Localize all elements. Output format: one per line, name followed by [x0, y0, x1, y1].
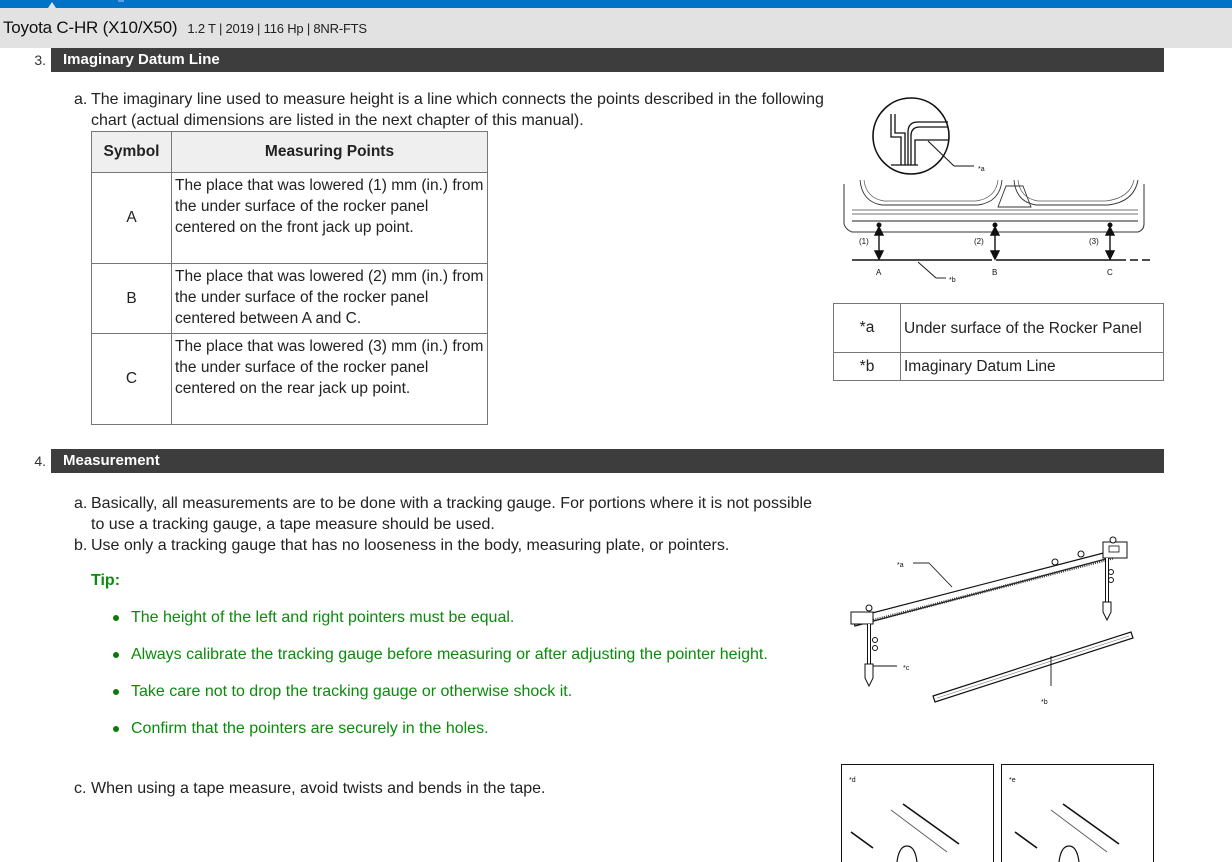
- step-4a: [74, 493, 819, 535]
- section-4-heading: [0, 449, 1164, 473]
- step-text: The imaginary line used to measure height is a line which connects the points described in the following chart (actual dimensions are listed in the next chapter of this manual).: [91, 91, 824, 129]
- callout-a: *a: [897, 562, 904, 569]
- vehicle-specs: 1.2 T | 2019 | 116 Hp | 8NR-FTS: [187, 20, 367, 36]
- legend-row: [834, 353, 1164, 381]
- legend-key: *b: [834, 353, 901, 381]
- callout-e: *e: [1009, 777, 1016, 784]
- table-row: [92, 173, 488, 264]
- height-label-3: (3): [1089, 237, 1099, 246]
- height-label-1: (1): [859, 237, 869, 246]
- tab-marker: [118, 0, 124, 2]
- detail-figure-e: [1001, 764, 1154, 862]
- description-cell: The place that was lowered (1) mm (in.) from the under surface of the rocker panel centered on the front jack up point.: [172, 173, 488, 264]
- section-number: 4.: [34, 453, 46, 469]
- tip-item: [111, 681, 791, 702]
- symbol-cell: A: [92, 173, 172, 264]
- legend-row: [834, 304, 1164, 353]
- step-4c: [74, 778, 819, 799]
- height-label-2: (2): [974, 237, 984, 246]
- table-row: [92, 334, 488, 425]
- tip-text: Take care not to drop the tracking gauge or otherwise shock it.: [131, 683, 573, 700]
- section-title: Imaginary Datum Line: [51, 48, 1164, 72]
- step-label: c.: [74, 780, 87, 797]
- tip-label: Tip:: [91, 572, 121, 589]
- section-3-heading: [0, 48, 1164, 72]
- step-text: Use only a tracking gauge that has no looseness in the body, measuring plate, or pointers.: [91, 537, 730, 554]
- description-cell: The place that was lowered (3) mm (in.) from the under surface of the rocker panel centered on the rear jack up point.: [172, 334, 488, 425]
- section-title: Measurement: [51, 449, 1164, 473]
- point-label-b: B: [992, 268, 998, 277]
- callout-a: *a: [978, 166, 985, 173]
- legend-value: Imaginary Datum Line: [901, 353, 1164, 381]
- tracking-gauge-diagram: [845, 532, 1145, 712]
- step-text: When using a tape measure, avoid twists and bends in the tape.: [91, 780, 546, 797]
- symbol-cell: B: [92, 264, 172, 334]
- callout-b: *b: [949, 277, 956, 284]
- description-cell: The place that was lowered (2) mm (in.) from the under surface of the rocker panel centered between A and C.: [172, 264, 488, 334]
- step-4b: [74, 535, 819, 556]
- tip-item: [111, 718, 791, 739]
- legend-key: *a: [834, 304, 901, 353]
- callout-c: *c: [903, 665, 910, 672]
- detail-figure-d: [841, 764, 994, 862]
- tip-item: [111, 607, 791, 628]
- step-label: a.: [74, 495, 88, 512]
- tip-text: Confirm that the pointers are securely in the holes.: [131, 720, 489, 737]
- step-3a: [74, 89, 824, 131]
- bullet-icon: [113, 652, 119, 658]
- step-text: Basically, all measurements are to be done with a tracking gauge. For portions where it is not possible to use a tracking gauge, a tape measure should be used.: [91, 495, 812, 533]
- tip-text: Always calibrate the tracking gauge before measuring or after adjusting the pointer height.: [131, 646, 768, 663]
- header-symbol: Symbol: [92, 132, 172, 173]
- rocker-panel-diagram: [838, 92, 1150, 290]
- callout-d: *d: [849, 777, 856, 784]
- bullet-icon: [113, 726, 119, 732]
- step-label: a.: [74, 91, 88, 108]
- figure-legend-table: [833, 303, 1164, 381]
- callout-b: *b: [1041, 699, 1048, 706]
- tip-text: The height of the left and right pointers must be equal.: [131, 609, 515, 626]
- header-measuring-points: Measuring Points: [172, 132, 488, 173]
- symbol-cell: C: [92, 334, 172, 425]
- tip-item: [111, 644, 791, 665]
- tip-list: [111, 607, 791, 755]
- legend-value: Under surface of the Rocker Panel: [901, 304, 1164, 353]
- bullet-icon: [113, 615, 119, 621]
- table-row: [92, 264, 488, 334]
- section-number: 3.: [34, 52, 46, 68]
- table-header-row: [92, 132, 488, 173]
- measuring-points-table: [91, 131, 488, 425]
- document-header: [0, 8, 1232, 48]
- step-label: b.: [74, 537, 88, 554]
- bullet-icon: [113, 689, 119, 695]
- top-accent-bar: [0, 0, 1232, 8]
- point-label-c: C: [1107, 268, 1113, 277]
- vehicle-title: Toyota C-HR (X10/X50): [3, 18, 178, 37]
- point-label-a: A: [876, 268, 882, 277]
